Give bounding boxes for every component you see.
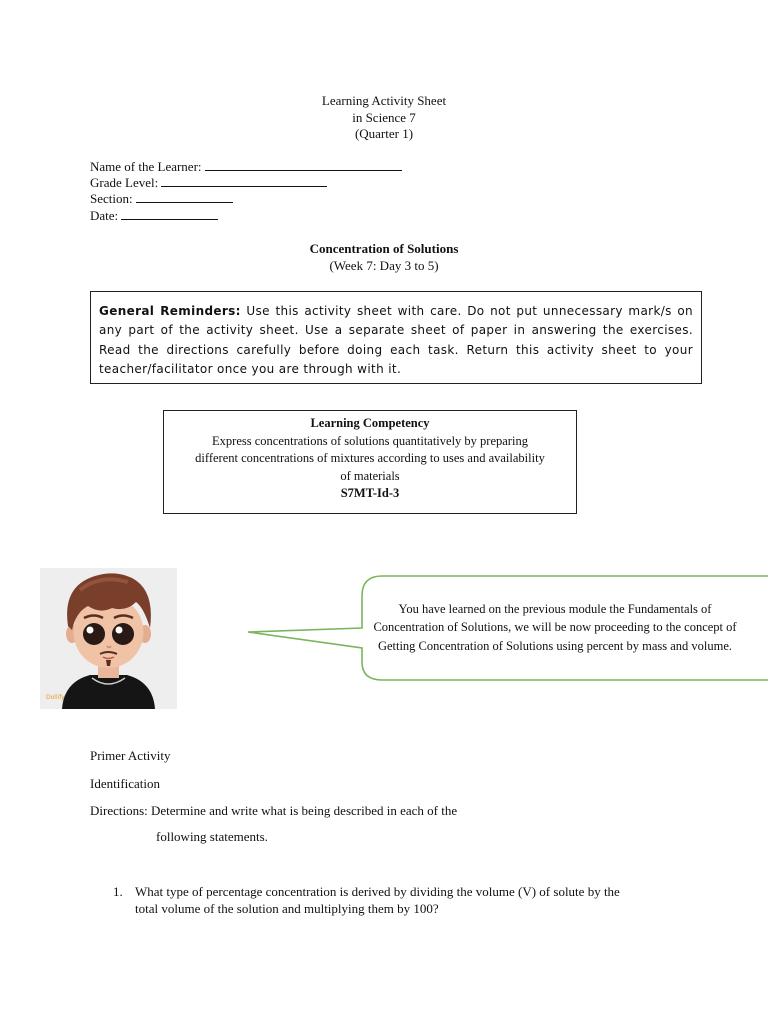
general-reminders-text: Use this activity sheet with care. Do not put unnecessary mark/s on any part of the activity sheet. Use a separate sheet of paper in answering the exercises. Read the directions carefully before doing each task. Return this activity sheet to your teacher/facilitator once you are through with it. xyxy=(99,304,693,376)
speech-bubble-text xyxy=(340,600,768,655)
activity-type: Identification xyxy=(90,776,161,791)
competency-line3: of materials xyxy=(340,468,400,483)
question-text-line1: What type of percentage concentration is derived by dividing the volume (V) of solute by the xyxy=(135,884,620,899)
lesson-heading xyxy=(0,241,768,274)
grade-level-field xyxy=(90,175,327,192)
sheet-title xyxy=(0,93,768,143)
learning-competency-box xyxy=(163,410,577,514)
section-label: Section: xyxy=(90,191,133,206)
date-blank[interactable] xyxy=(121,208,218,220)
general-reminders-label: General Reminders: xyxy=(99,304,241,318)
avatar-image xyxy=(40,568,177,709)
directions-line2: following statements. xyxy=(156,829,268,844)
general-reminders-box xyxy=(90,291,702,384)
lesson-week: (Week 7: Day 3 to 5) xyxy=(329,257,439,273)
section-field xyxy=(90,191,233,208)
directions-line1: Directions: Determine and write what is being described in each of the xyxy=(90,803,458,818)
avatar-illustration xyxy=(40,568,177,709)
question-text-line2: total volume of the solution and multiplying them by 100? xyxy=(135,901,439,916)
competency-code: S7MT-Id-3 xyxy=(340,486,400,501)
sheet-title-line2: in Science 7 xyxy=(352,109,416,125)
speech-bubble-line3: Getting Concentration of Solutions using percent by mass and volume. xyxy=(377,638,733,653)
competency-title: Learning Competency xyxy=(310,416,430,430)
competency-line2: different concentrations of mixtures according to uses and availability xyxy=(195,451,545,466)
primer-activity-title: Primer Activity xyxy=(90,748,171,763)
section-blank[interactable] xyxy=(136,191,233,203)
dollify-watermark: Dollify xyxy=(46,694,65,701)
sheet-title-line1: Learning Activity Sheet xyxy=(321,93,447,108)
date-label: Date: xyxy=(90,208,119,223)
learner-name-field xyxy=(90,159,402,176)
speech-bubble-line1: You have learned on the previous module the Fundamentals of xyxy=(398,602,712,616)
competency-line1: Express concentrations of solutions quantitatively by preparing xyxy=(212,433,528,448)
speech-bubble-line2: Concentration of Solutions, we will be now proceeding to the concept of xyxy=(373,620,737,635)
learner-name-label: Name of the Learner: xyxy=(90,159,202,174)
grade-level-label: Grade Level: xyxy=(90,175,159,190)
date-field xyxy=(90,208,218,225)
sheet-title-line3: (Quarter 1) xyxy=(354,126,414,141)
question-number: 1. xyxy=(113,884,123,899)
grade-level-blank[interactable] xyxy=(161,175,327,187)
learner-name-blank[interactable] xyxy=(205,159,402,171)
lesson-title: Concentration of Solutions xyxy=(309,241,459,256)
